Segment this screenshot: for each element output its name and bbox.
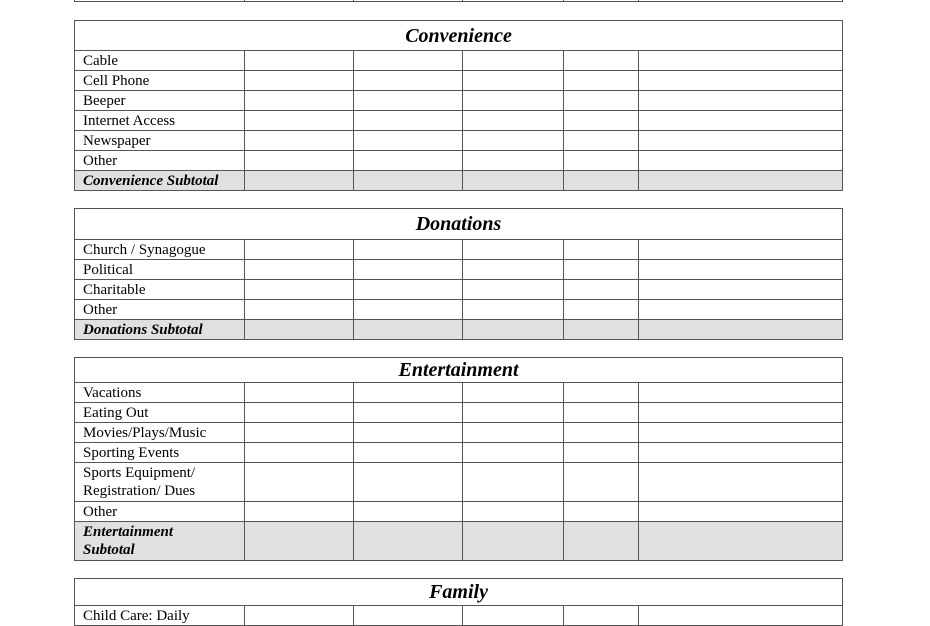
amount-cell[interactable] — [354, 131, 463, 151]
amount-cell[interactable] — [564, 606, 639, 626]
subtotal-cell[interactable] — [245, 522, 354, 561]
amount-cell[interactable] — [564, 280, 639, 300]
row-label: Charitable — [75, 280, 245, 300]
amount-cell[interactable] — [564, 463, 639, 502]
table-row — [75, 91, 843, 111]
amount-cell[interactable] — [245, 260, 354, 280]
amount-cell[interactable] — [354, 240, 463, 260]
row-label — [75, 0, 245, 2]
table-row — [75, 151, 843, 171]
notes-cell[interactable] — [639, 91, 843, 111]
notes-cell[interactable] — [639, 260, 843, 280]
amount-cell[interactable] — [564, 502, 639, 522]
subtotal-notes-cell[interactable] — [639, 171, 843, 191]
table-row — [75, 111, 843, 131]
notes-cell[interactable] — [639, 71, 843, 91]
table-row — [75, 403, 843, 423]
amount-cell[interactable] — [245, 51, 354, 71]
notes-cell[interactable] — [639, 383, 843, 403]
table-row — [75, 463, 843, 502]
donations-table — [74, 208, 843, 340]
amount-cell[interactable] — [564, 131, 639, 151]
notes-cell[interactable] — [639, 502, 843, 522]
table-row — [75, 443, 843, 463]
row-label: Other — [75, 151, 245, 171]
subtotal-label: Entertainment Subtotal — [75, 522, 245, 561]
section-header-row — [75, 209, 843, 240]
subtotal-cell[interactable] — [354, 522, 463, 561]
subtotal-row — [75, 320, 843, 340]
notes-cell[interactable] — [639, 111, 843, 131]
amount-cell[interactable] — [354, 280, 463, 300]
amount-cell[interactable] — [354, 0, 463, 2]
amount-cell[interactable] — [463, 131, 564, 151]
amount-cell[interactable] — [564, 0, 639, 2]
row-label: Other — [75, 300, 245, 320]
notes-cell[interactable] — [639, 403, 843, 423]
amount-cell[interactable] — [564, 240, 639, 260]
table-row — [75, 423, 843, 443]
amount-cell[interactable] — [564, 51, 639, 71]
amount-cell[interactable] — [463, 51, 564, 71]
section-title: Convenience — [75, 21, 843, 51]
subtotal-label: Donations Subtotal — [75, 320, 245, 340]
amount-cell[interactable] — [245, 0, 354, 2]
amount-cell[interactable] — [354, 443, 463, 463]
row-label: Internet Access — [75, 111, 245, 131]
amount-cell[interactable] — [463, 423, 564, 443]
notes-cell[interactable] — [639, 300, 843, 320]
row-label: Other — [75, 502, 245, 522]
amount-cell[interactable] — [245, 383, 354, 403]
row-label: Child Care: Daily — [75, 606, 245, 626]
amount-cell[interactable] — [463, 91, 564, 111]
amount-cell[interactable] — [245, 502, 354, 522]
amount-cell[interactable] — [245, 300, 354, 320]
convenience-table — [74, 20, 843, 191]
amount-cell[interactable] — [463, 151, 564, 171]
amount-cell[interactable] — [354, 91, 463, 111]
amount-cell[interactable] — [354, 463, 463, 502]
row-label: Eating Out — [75, 403, 245, 423]
amount-cell[interactable] — [245, 111, 354, 131]
amount-cell[interactable] — [354, 260, 463, 280]
amount-cell[interactable] — [354, 111, 463, 131]
amount-cell[interactable] — [245, 423, 354, 443]
amount-cell[interactable] — [564, 151, 639, 171]
table-row — [75, 131, 843, 151]
amount-cell[interactable] — [245, 443, 354, 463]
table-row — [75, 0, 843, 2]
table-row — [75, 606, 843, 626]
entertainment-table — [74, 357, 843, 561]
row-label: Cell Phone — [75, 71, 245, 91]
amount-cell[interactable] — [564, 383, 639, 403]
notes-cell[interactable] — [639, 423, 843, 443]
amount-cell[interactable] — [463, 383, 564, 403]
table-row — [75, 502, 843, 522]
amount-cell[interactable] — [564, 111, 639, 131]
amount-cell[interactable] — [245, 463, 354, 502]
notes-cell[interactable] — [639, 0, 843, 2]
amount-cell[interactable] — [564, 423, 639, 443]
subtotal-label: Convenience Subtotal — [75, 171, 245, 191]
amount-cell[interactable] — [245, 240, 354, 260]
amount-cell[interactable] — [354, 502, 463, 522]
row-label: Newspaper — [75, 131, 245, 151]
amount-cell[interactable] — [245, 606, 354, 626]
amount-cell[interactable] — [463, 260, 564, 280]
amount-cell[interactable] — [245, 71, 354, 91]
amount-cell[interactable] — [354, 71, 463, 91]
notes-cell[interactable] — [639, 151, 843, 171]
amount-cell[interactable] — [463, 111, 564, 131]
table-row — [75, 71, 843, 91]
amount-cell[interactable] — [245, 151, 354, 171]
subtotal-cell[interactable] — [564, 522, 639, 561]
section-header-row — [75, 579, 843, 606]
subtotal-cell[interactable] — [354, 171, 463, 191]
family-table — [74, 578, 843, 626]
notes-cell[interactable] — [639, 280, 843, 300]
table-row — [75, 280, 843, 300]
notes-cell[interactable] — [639, 463, 843, 502]
previous-section-table-partial — [74, 0, 843, 2]
section-title: Entertainment — [75, 358, 843, 383]
row-label: Beeper — [75, 91, 245, 111]
row-label: Movies/Plays/Music — [75, 423, 245, 443]
subtotal-cell[interactable] — [245, 320, 354, 340]
amount-cell[interactable] — [564, 260, 639, 280]
amount-cell[interactable] — [354, 383, 463, 403]
amount-cell[interactable] — [463, 300, 564, 320]
subtotal-cell[interactable] — [564, 320, 639, 340]
amount-cell[interactable] — [564, 443, 639, 463]
amount-cell[interactable] — [354, 51, 463, 71]
amount-cell[interactable] — [463, 403, 564, 423]
subtotal-cell[interactable] — [564, 171, 639, 191]
row-label: Sporting Events — [75, 443, 245, 463]
amount-cell[interactable] — [245, 280, 354, 300]
amount-cell[interactable] — [463, 443, 564, 463]
amount-cell[interactable] — [354, 300, 463, 320]
amount-cell[interactable] — [463, 502, 564, 522]
notes-cell[interactable] — [639, 51, 843, 71]
table-row — [75, 300, 843, 320]
notes-cell[interactable] — [639, 443, 843, 463]
section-header-row — [75, 21, 843, 51]
amount-cell[interactable] — [564, 403, 639, 423]
amount-cell[interactable] — [245, 403, 354, 423]
amount-cell[interactable] — [463, 240, 564, 260]
amount-cell[interactable] — [463, 463, 564, 502]
subtotal-row — [75, 171, 843, 191]
subtotal-cell[interactable] — [463, 522, 564, 561]
amount-cell[interactable] — [564, 91, 639, 111]
subtotal-cell[interactable] — [354, 320, 463, 340]
table-row — [75, 260, 843, 280]
table-row — [75, 383, 843, 403]
table-row — [75, 51, 843, 71]
amount-cell[interactable] — [463, 606, 564, 626]
subtotal-notes-cell[interactable] — [639, 320, 843, 340]
row-label: Sports Equipment/ Registration/ Dues — [75, 463, 245, 502]
amount-cell[interactable] — [245, 91, 354, 111]
row-label: Church / Synagogue — [75, 240, 245, 260]
row-label: Cable — [75, 51, 245, 71]
amount-cell[interactable] — [354, 151, 463, 171]
amount-cell[interactable] — [564, 71, 639, 91]
table-row — [75, 240, 843, 260]
amount-cell[interactable] — [463, 0, 564, 2]
row-label: Political — [75, 260, 245, 280]
amount-cell[interactable] — [354, 423, 463, 443]
amount-cell[interactable] — [564, 300, 639, 320]
subtotal-notes-cell[interactable] — [639, 522, 843, 561]
amount-cell[interactable] — [354, 403, 463, 423]
section-title: Donations — [75, 209, 843, 240]
subtotal-cell[interactable] — [463, 320, 564, 340]
row-label: Vacations — [75, 383, 245, 403]
notes-cell[interactable] — [639, 240, 843, 260]
section-title: Family — [75, 579, 843, 606]
subtotal-cell[interactable] — [245, 171, 354, 191]
subtotal-row — [75, 522, 843, 561]
subtotal-cell[interactable] — [463, 171, 564, 191]
amount-cell[interactable] — [463, 280, 564, 300]
amount-cell[interactable] — [245, 131, 354, 151]
amount-cell[interactable] — [354, 606, 463, 626]
notes-cell[interactable] — [639, 131, 843, 151]
amount-cell[interactable] — [463, 71, 564, 91]
section-header-row — [75, 358, 843, 383]
notes-cell[interactable] — [639, 606, 843, 626]
